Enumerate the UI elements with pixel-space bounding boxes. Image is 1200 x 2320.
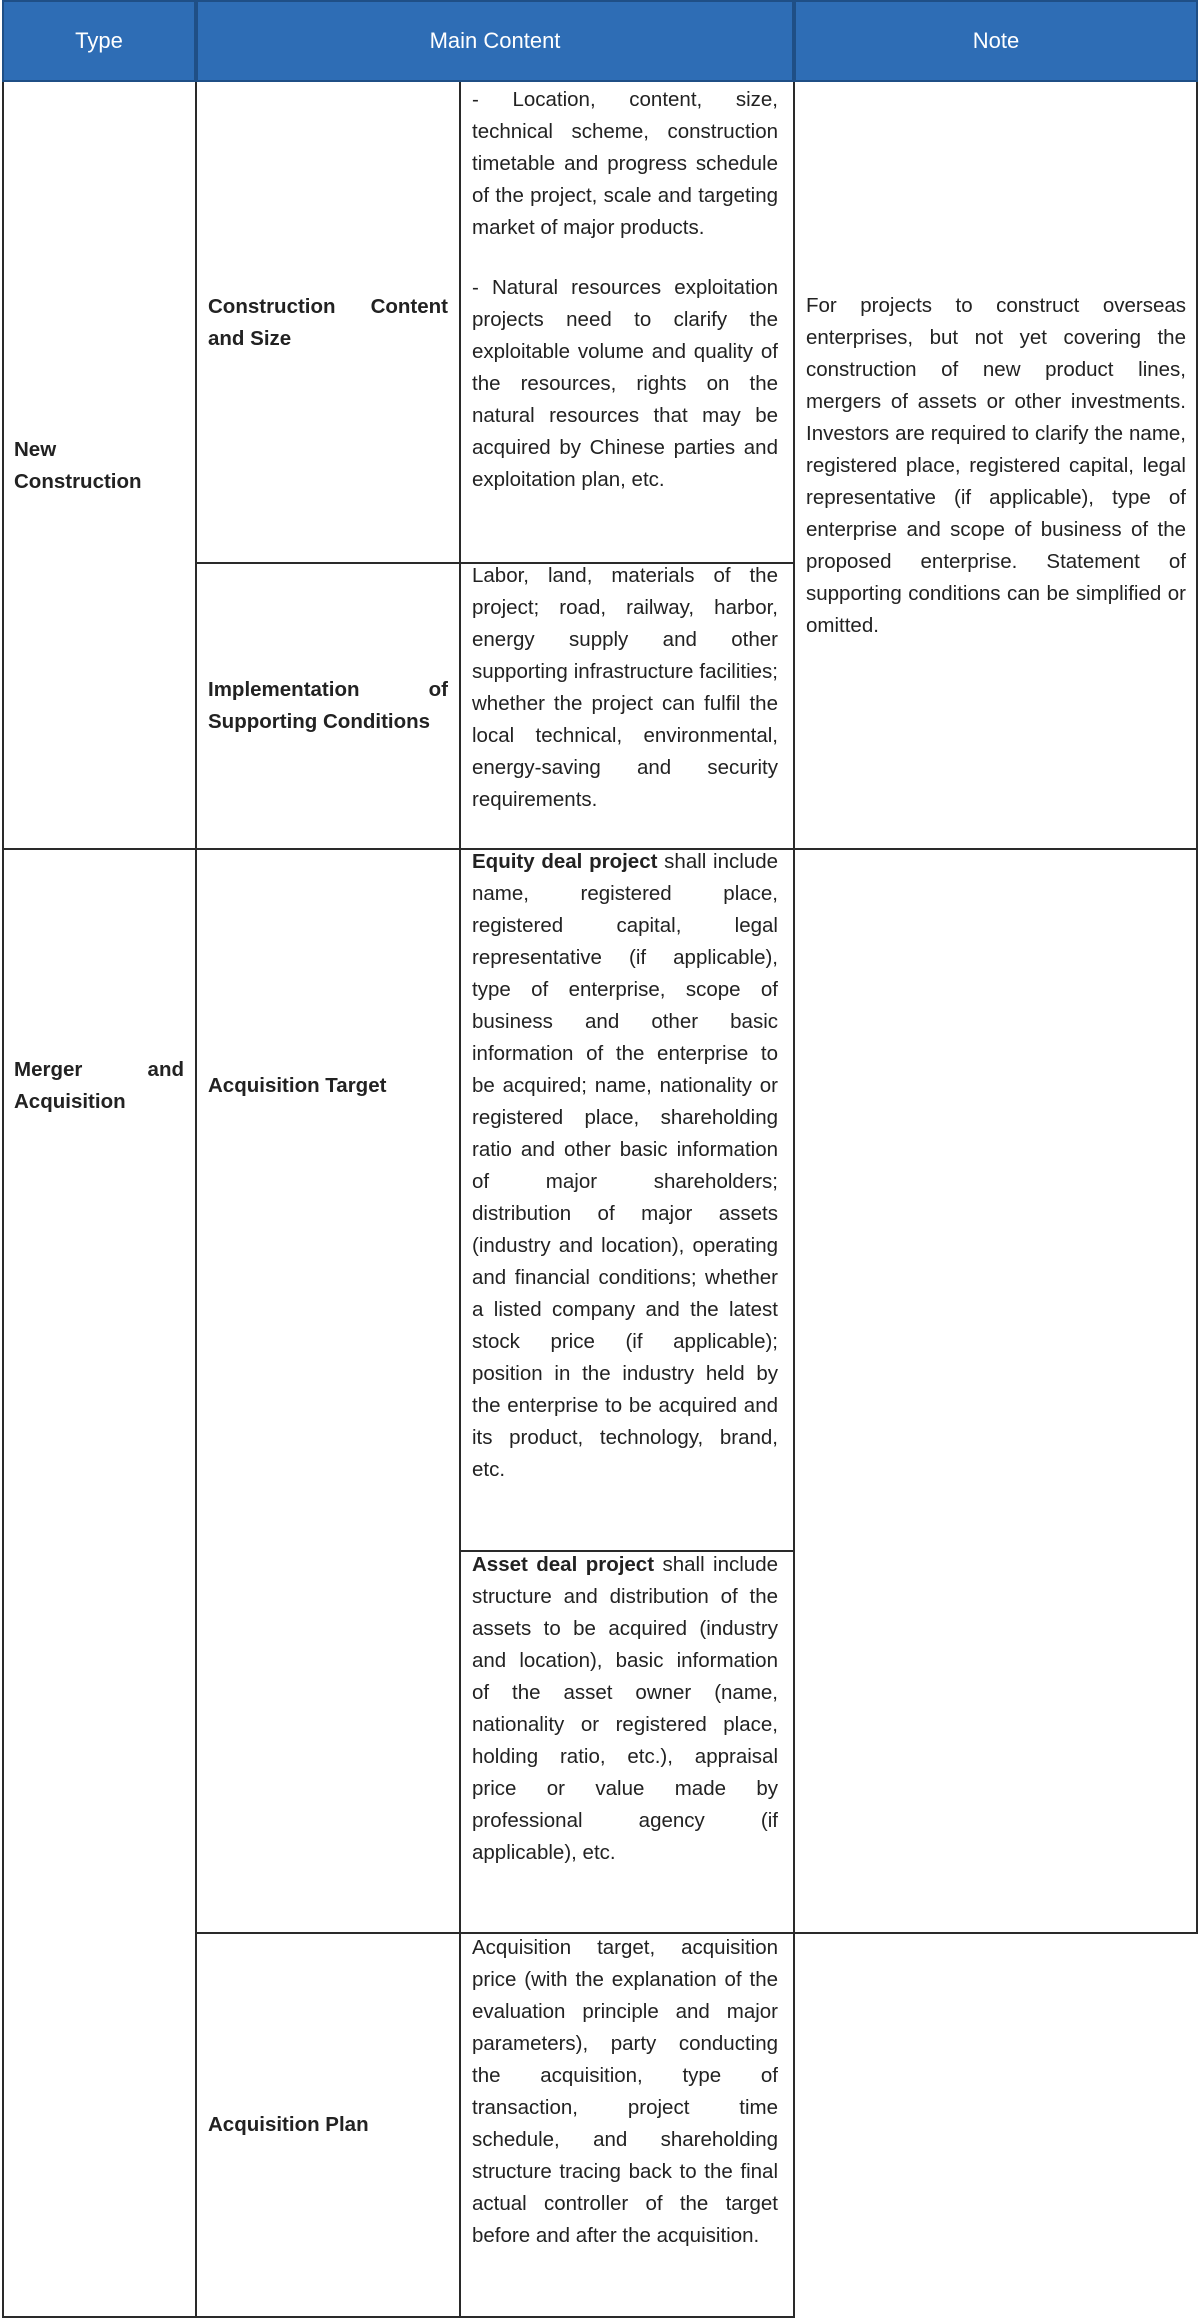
header-note bbox=[794, 0, 1198, 82]
equity-deal-text: shall include name, registered place, registered capital, legal representative (if applicable), type of enterprise, scope of business and other basic information of the enterprise to be acquired; name, nationality or registered place, shareholding ratio and other basic information of major shareholders; distribution of major assets (industry and location), operating and financial conditions; whether a listed company and the latest stock price (if applicable); position in the industry held by the enterprise to be acquired and its product, technology, brand, etc. bbox=[472, 850, 779, 1481]
asset-deal-text: shall include structure and distribution of the assets to be acquired (industry and location), basic information of the asset owner (name, nationality or registered place, holding ratio, etc.), appraisal price or value made by professional agency (if applicable), etc. bbox=[472, 1553, 779, 1864]
divider-label-col bbox=[459, 82, 461, 2318]
type-new-construction-label: New Construction bbox=[14, 438, 142, 493]
header-main-content-label: Main Content bbox=[429, 28, 561, 53]
content-supporting-conditions bbox=[472, 560, 778, 816]
label-construction-content bbox=[208, 84, 448, 562]
border-right bbox=[1196, 82, 1198, 1934]
label-acquisition-target bbox=[208, 1070, 448, 1102]
divider-type-col bbox=[195, 82, 197, 2318]
label-supporting-conditions-text: Implementation of Supporting Conditions bbox=[208, 678, 448, 733]
content-construction bbox=[472, 84, 778, 496]
content-construction-para2: - Natural resources exploitation projects need to clarify the exploitable volume and quality of the resources, rights on the natural resources that may be acquired by Chinese parties and exploitation plan, etc. bbox=[472, 276, 778, 491]
header-main-content bbox=[196, 0, 794, 82]
content-equity-deal bbox=[472, 846, 778, 1486]
content-asset-deal-para bbox=[472, 1549, 778, 1869]
type-merger-acquisition-label: Merger and Acquisition bbox=[14, 1058, 184, 1113]
content-acquisition-plan bbox=[472, 1932, 778, 2252]
asset-deal-heading: Asset deal project bbox=[472, 1553, 655, 1576]
header-type bbox=[2, 0, 196, 82]
equity-deal-heading: Equity deal project bbox=[472, 850, 658, 873]
type-merger-acquisition bbox=[14, 1054, 184, 1118]
label-acquisition-target-text: Acquisition Target bbox=[208, 1074, 387, 1097]
content-asset-deal bbox=[472, 1549, 778, 1869]
border-left bbox=[2, 82, 4, 2318]
note-new-construction-text: For projects to construct overseas enterprises, but not yet covering the construction of new product lines, mergers of assets or other investments. Investors are required to clarify the name, registered place, registered capital, legal representative (if applicable), type of enterprise and scope of business of the proposed enterprise. Statement of supporting conditions can be simplified or omitted. bbox=[806, 294, 1186, 637]
content-acquisition-plan-text: Acquisition target, acquisition price (with the explanation of the evaluation principle and major parameters), party conducting the acquisition, type of transaction, project time schedule, and shareholding structure tracing back to the final actual controller of the target before and after the acquisition. bbox=[472, 1936, 778, 2247]
label-construction-content-text: Construction Content and Size bbox=[208, 295, 448, 350]
header-note-label: Note bbox=[972, 28, 1020, 53]
note-new-construction bbox=[806, 84, 1186, 848]
border-bottom bbox=[2, 2316, 794, 2318]
label-acquisition-plan bbox=[208, 1934, 448, 2316]
content-supporting-conditions-text: Labor, land, materials of the project; road, railway, harbor, energy supply and other supporting infrastructure facilities; whether the project can fulfil the local technical, environmental, energy-saving and security requirements. bbox=[472, 564, 778, 811]
header-type-label: Type bbox=[75, 28, 123, 53]
divider-note-col bbox=[793, 82, 795, 2318]
content-construction-para1: - Location, content, size, technical scheme, construction timetable and progress schedule of the project, scale and targeting market of major products. bbox=[472, 88, 778, 239]
type-new-construction bbox=[14, 84, 184, 848]
label-supporting-conditions bbox=[208, 564, 448, 848]
label-acquisition-plan-text: Acquisition Plan bbox=[208, 2113, 369, 2136]
content-equity-deal-para bbox=[472, 846, 778, 1486]
